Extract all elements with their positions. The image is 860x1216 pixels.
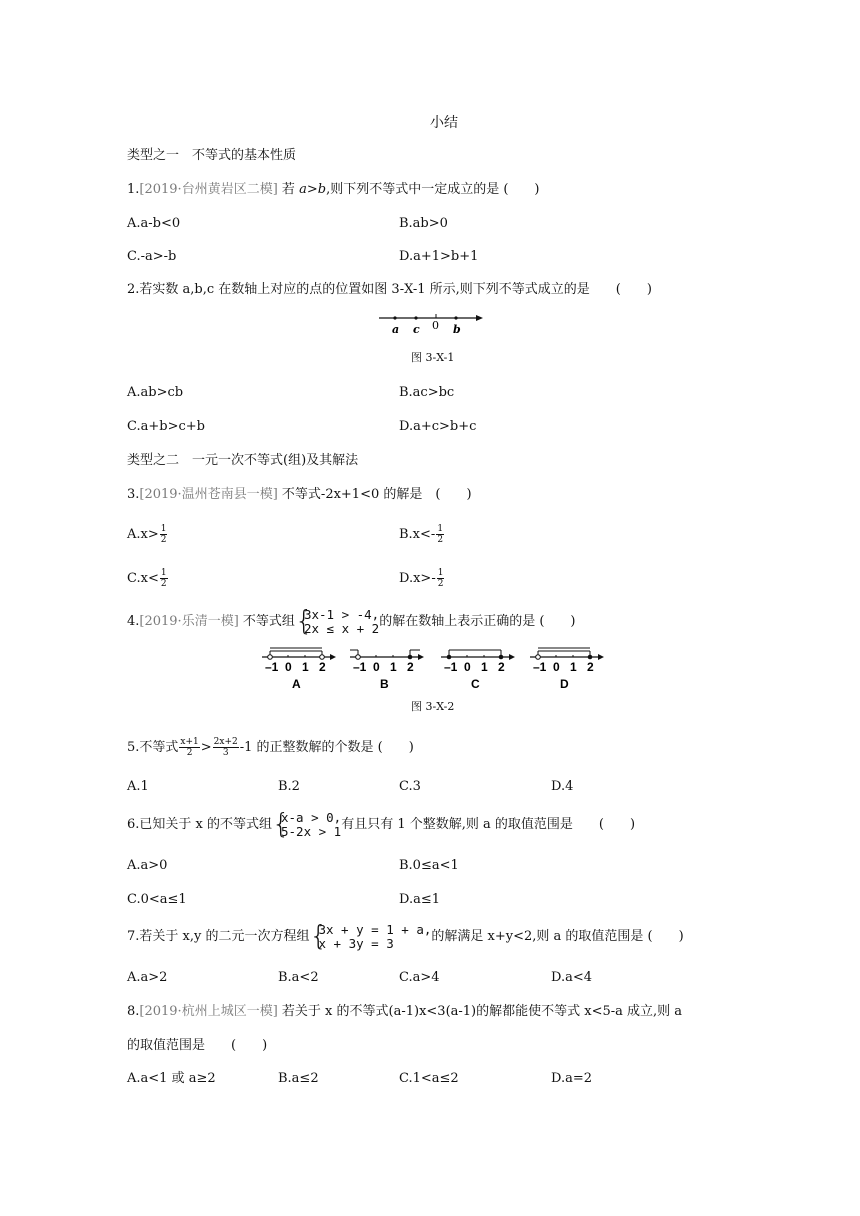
q3-option-d (399, 568, 445, 589)
q8-option-a: A.a<1 或 a≥2 (127, 1071, 216, 1086)
q5-option-c: C.3 (399, 779, 421, 794)
q3-d-text: D.x>- (399, 571, 436, 586)
q1-gt: > (306, 182, 318, 197)
system-row-1: 3x + y = 1 + a, (318, 921, 432, 937)
q1-source: [2019·台州黄岩区二模] (139, 182, 278, 197)
q4-number: 4. (127, 614, 140, 629)
q5-text-post: -1 的正整数解的个数是 ( ) (239, 740, 414, 755)
q7-option-c: C.a>4 (399, 970, 440, 985)
q3-c-text: C.x< (127, 571, 159, 586)
tick-label: –1 (533, 660, 547, 674)
q5-text-pre: 5.不等式 (127, 740, 179, 755)
fraction-numerator: 1 (437, 524, 444, 534)
q5-fraction-1 (179, 737, 199, 758)
q5-fraction-2 (213, 737, 239, 758)
system-row-2: 2x ≤ x + 2 (303, 620, 380, 636)
q3-a-text: A.x> (127, 527, 159, 542)
q8-source: [2019·杭州上城区一模] (139, 1004, 278, 1019)
q6-option-d: D.a≤1 (399, 892, 441, 907)
q3-a-fraction (160, 524, 168, 545)
q5-option-b: B.2 (278, 779, 300, 794)
fig1-label-c: c (413, 323, 420, 336)
q1-text-post: ,则下列不等式中一定成立的是 ( ) (326, 182, 540, 197)
figure-caption-2: 图 3-X-2 (411, 700, 455, 713)
brace-icon: { (294, 603, 313, 637)
option-c-label: C (471, 677, 480, 691)
q3-d-fraction (437, 568, 445, 589)
q7-text-pre: 7.若关于 x,y 的二元一次方程组 (127, 929, 310, 944)
tick-label: 0 (553, 660, 560, 674)
number-line-options-figure (258, 643, 608, 693)
q1-number: 1. (127, 182, 140, 197)
fraction-numerator: x+1 (180, 737, 199, 747)
q8-option-d: D.a=2 (551, 1071, 593, 1086)
q8-number: 8. (127, 1004, 140, 1019)
q6-option-a: A.a>0 (127, 858, 168, 873)
q7-option-b: B.a<2 (278, 970, 319, 985)
q2-option-d: D.a+c>b+c (399, 419, 477, 434)
q7-option-a: A.a>2 (127, 970, 168, 985)
tick-label: –1 (444, 660, 458, 674)
q3-source: [2019·温州苍南县一模] (139, 487, 278, 502)
tick-label: 1 (570, 660, 577, 674)
q8-option-b: B.a≤2 (278, 1071, 319, 1086)
fraction-denominator: 3 (222, 748, 229, 758)
option-b-number-line (350, 650, 424, 691)
fraction-denominator: 2 (437, 579, 444, 589)
q1-option-a: A.a-b<0 (127, 216, 181, 231)
q3-option-b (399, 524, 445, 545)
system-row-2: x + 3y = 3 (318, 935, 394, 951)
question-7 (127, 918, 684, 952)
q7-option-d: D.a<4 (551, 970, 593, 985)
option-d-number-line (530, 648, 604, 691)
fraction-numerator: 1 (160, 524, 167, 534)
q4-source: [2019·乐清一模] (139, 614, 239, 629)
tick-label: 1 (302, 660, 309, 674)
q3-b-text: B.x<- (399, 527, 436, 542)
system-row-1: 3x-1 > -4, (303, 606, 380, 622)
q7-text-post: 的解满足 x+y<2,则 a 的取值范围是 ( ) (431, 929, 684, 944)
q8-option-c: C.1<a≤2 (399, 1071, 459, 1086)
fraction-denominator: 2 (160, 579, 167, 589)
fraction-denominator: 2 (186, 748, 193, 758)
tick-label: –1 (265, 660, 279, 674)
q5-option-a: A.1 (127, 779, 149, 794)
q8-text-line-2: 的取值范围是 ( ) (127, 1038, 268, 1053)
fraction-denominator: 2 (437, 535, 444, 545)
section-heading-1: 类型之一 不等式的基本性质 (127, 148, 297, 163)
q3-option-a (127, 524, 168, 545)
option-c-number-line (441, 650, 515, 691)
figure-caption-1: 图 3-X-1 (411, 351, 455, 364)
question-1 (127, 181, 539, 199)
tick-label: 2 (319, 660, 326, 674)
tick-label: –1 (353, 660, 367, 674)
question-3 (127, 486, 472, 504)
tick-label: 0 (373, 660, 380, 674)
q5-option-d: D.4 (551, 779, 574, 794)
question-5 (127, 737, 414, 758)
system-row-2: 5-2x > 1 (281, 823, 342, 839)
q6-text-pre: 6.已知关于 x 的不等式组 (127, 817, 272, 832)
tick-label: 1 (481, 660, 488, 674)
fraction-numerator: 1 (160, 568, 167, 578)
tick-label: 2 (407, 660, 414, 674)
option-b-label: B (380, 677, 389, 691)
q1-text-pre: 若 (281, 182, 300, 197)
q8-text-line-1: 若关于 x 的不等式(a-1)x<3(a-1)的解都能使不等式 x<5-a 成立,则 a (281, 1004, 683, 1019)
option-d-label: D (560, 677, 569, 691)
q4-inequality-system (294, 603, 380, 637)
question-6 (127, 806, 636, 840)
fraction-numerator: 1 (437, 568, 444, 578)
q3-c-fraction (160, 568, 168, 589)
tick-label: 1 (390, 660, 397, 674)
tick-label: 0 (464, 660, 471, 674)
q4-text-pre: 不等式组 (242, 614, 295, 629)
question-4 (127, 603, 576, 637)
fraction-denominator: 2 (160, 535, 167, 545)
q6-option-c: C.0<a≤1 (127, 892, 187, 907)
option-a-number-line (262, 648, 336, 691)
q6-inequality-system (272, 806, 342, 840)
q2-option-c: C.a+b>c+b (127, 419, 205, 434)
q4-text-post: 的解在数轴上表示正确的是 ( ) (379, 614, 576, 629)
q2-option-a: A.ab>cb (127, 385, 184, 400)
q3-option-c (127, 568, 169, 589)
system-row-1: x-a > 0, (281, 809, 342, 825)
section-heading-2: 类型之二 一元一次不等式(组)及其解法 (127, 453, 359, 468)
brace-icon: { (272, 806, 290, 840)
q6-option-b: B.0≤a<1 (399, 858, 459, 873)
fig1-label-zero: 0 (432, 319, 439, 332)
question-2: 2.若实数 a,b,c 在数轴上对应的点的位置如图 3-X-1 所示,则下列不等式成立的是 ( ) (127, 282, 652, 297)
q1-var-b: b (317, 182, 327, 197)
q1-var-a: a (299, 182, 307, 197)
fig1-label-b: b (453, 323, 461, 336)
q7-equation-system (309, 918, 432, 952)
page-title: 小结 (430, 115, 458, 131)
q1-option-b: B.ab>0 (399, 216, 448, 231)
fig1-label-a: a (392, 323, 400, 336)
number-line-figure-1 (376, 310, 486, 336)
tick-label: 0 (285, 660, 292, 674)
brace-icon: { (309, 918, 328, 952)
q3-text: 不等式-2x+1<0 的解是 ( ) (281, 487, 472, 502)
q5-operator: > (200, 740, 212, 755)
q1-option-d: D.a+1>b+1 (399, 249, 479, 264)
question-8 (127, 1003, 682, 1021)
option-a-label: A (292, 677, 301, 691)
q3-number: 3. (127, 487, 140, 502)
q3-b-fraction (436, 524, 444, 545)
tick-label: 2 (498, 660, 505, 674)
q1-option-c: C.-a>-b (127, 249, 177, 264)
q2-option-b: B.ac>bc (399, 385, 455, 400)
tick-label: 2 (587, 660, 594, 674)
q6-text-post: 有且只有 1 个整数解,则 a 的取值范围是 ( ) (341, 817, 636, 832)
fraction-numerator: 2x+2 (213, 737, 238, 747)
